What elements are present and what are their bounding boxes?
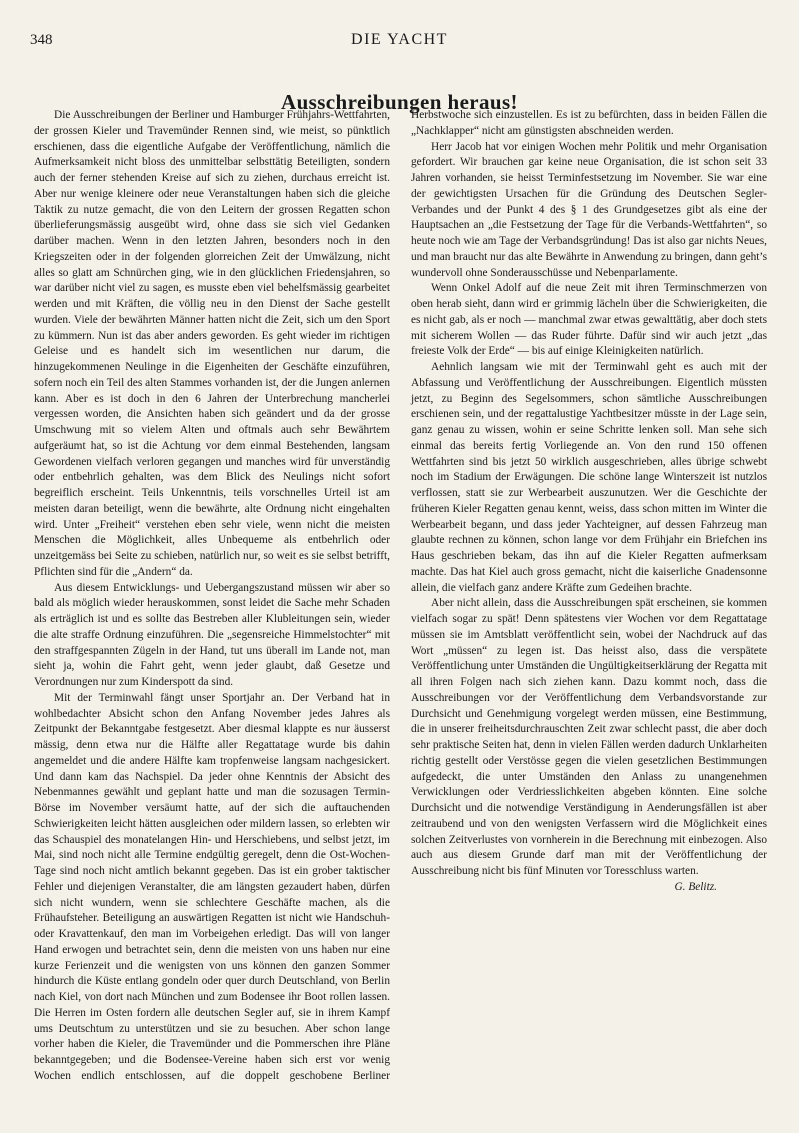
- article-paragraph: Mit der Terminwahl fängt unser Sportjahr an. Der Verband hat in wohlbedachter Absicht schon den Anfang November jedes Jahres als Zeitpunkt der Bekanntgabe festgesetzt. Aber diesmal klappte es nur äusserst mässig, denn etwa nur die Hälfte aller Regattatage wurde bis dahin angemeldet und die andere Hälfte kam tropfenweise langsam nachgesickert. Und dann kam das Nachspiel. Da jeder ohne Kenntnis der Absicht des Nebenmannes gewählt und geplant hatte und man die sozusagen Termin-Börse im November versäumt hatte, auf der sich die auftauchenden Schwierigkeiten leicht hätten ausgleichen oder mildern lassen, so erlebten wir das Schauspiel des monatelangen Hin- und Herschiebens, und selbst jetzt, im Mai, sind noch nicht alle Termine endgültig geregelt, denn die Ost-Wochen-Tage sind noch nicht amtlich bekannt gegeben. Das ist ein grober taktischer Fehler und diejenigen Veranstalter, die am längsten gezaudert haben, dürfen sich nicht wundern, wenn sie schlechtere Geschäfte machen, als die Frühaufsteher. Beteiligung an auswärtigen Regatten ist nicht wie Handschuh- oder Kravattenkauf, den man im Vorbeigehen erledigt. Das will von langer Hand erwogen und betrachtet sein, denn die meisten von uns haben nur eine kurze Ferienzeit und die wenigsten von uns können den ganzen Sommer hindurch die Küste entlang gondeln oder quer durch Deutschland, von Berlin nach Kiel, von dort nach München und zum Bodensee ihr Boot rollen lassen. Die Herren im Osten fordern alle deutschen Segler auf, sie in ihrem Kampf ums Deutschtum zu unterstützen und sie zu besuchen. Aber schon lange vorher haben die Kieler, die Travemünder und die Pommerschen ihre Pläne bekanntgegeben; und die Bodensee-Vereine haben sich erst vor wenig Wochen endlich entschlossen, auf die doppelt geschobene Berliner Herbstwoche sich einzustellen. Es ist zu befürchten, dass in beiden Fällen die „Nachklapper“ nicht am günstigsten abschneiden werden.: [34, 109, 767, 1082]
- article-paragraph: Die Ausschreibungen der Berliner und Hamburger Frühjahrs-Wettfahrten, der grossen Kieler und Travemünder Rennen sind, wie meist, so pünktlich erschienen, dass die eigentliche Aufgabe der Veröffentlichung, nämlich die Aufmerksamkeit nicht bloss des unmittelbar selbsttätig Beteiligten, sondern auch der ferner stehenden Kreise auf sich zu ziehen, durchaus erreicht ist. Aber nur wenige kleinere oder neue Veranstaltungen haben sich die gleiche Taktik zu nutze gemacht, die von den Leitern der grossen Regatten schon überlieferungsmässig ausgeübt wird, ohne dass sie sich viel Gedanken darüber machen. Wenn in den letzten Jahren, besonders noch in den Kriegszeiten oder in der folgenden glorreichen Zeit der Umwälzung, nicht alles so glatt am Schnürchen ging, wie in den glücklichen Friedensjahren, so war darüber nicht viel zu sagen, es musste eben viel behelfsmässig gearbeitet werden und mit Kräften, die völlig neu in den Dienst der Sache gestellt wurden. Viele der bewährten Männer hatten nicht die Zeit, sich um den Sport zu kümmern. Nun ist das aber anders geworden. Es geht wieder im richtigen Geleise und es handelt sich im wesentlichen nur darum, die hinzugekommenen Neulinge in die Eigenheiten der Geschäfte einzuführen, sofern noch ein Teil des alten Stammes vorhanden ist, der die Jungen anlernen kann. Aber es ist doch in den 6 Jahren der Unterbrechung mancherlei vergessen worden, die Ansichten haben sich geändert und da der grosse Umschwung mit so vielem Alten und oftmals auch sehr Bewährtem aufgeräumt hat, so ist die Achtung vor dem einmal Bestehenden, langsam Gewordenen vielfach verloren gegangen und manches wird für unverständig oder entbehrlich gehalten, was dem Blick des Neulings nicht sofort begreiflich erscheint. Teils Unkenntnis, teils vorschnelles Urteil ist am meisten daran beteiligt, wenn die bewährte, alte Ordnung nicht eingehalten wird. Unter „Freiheit“ verstehen eben sehr viele, wenn nicht die meisten Menschen die Möglichkeit, alles Unbequeme als entbehrlich oder unzeitgemäss bei Seite zu schieben, natürlich nur, so weit es sie selbst betrifft, Pflichten sind für die „Andern“ da.: [34, 109, 390, 578]
- article-title: Ausschreibungen heraus!: [281, 90, 518, 115]
- article-paragraph: Aber nicht allein, dass die Ausschreibungen spät erscheinen, sie kommen vielfach sogar zu spät! Denn spätestens vier Wochen vor dem Regattatage müssen sie im Amtsblatt veröffentlicht sein, wobei der Nachdruck auf das Wort „müssen“ zu legen ist. Das heisst also, dass die verspätete Veröffentlichung unter Umständen die Ungültigkeitserklärung der Regatta mit all ihren Folgen nach sich ziehen kann. Dazu kommt noch, dass die Ausschreibungen vor der Veröffentlichung dem Verbandsvorstande zur Durchsicht und Genehmigung vorgelegt werden müssen, eine Bestimmung, die in unserer freiheitsdurchrauschten Zeit zwar schlecht passt, die aber doch sehr praktische Seiten hat, denn in vielen Fällen werden dadurch Unklarheiten richtig gestellt oder Verstösse gegen die vielen gesetzlichen Bestimmungen aufgedeckt, die unter Umständen den Anlass zu unangenehmen Verwicklungen oder Verdriesslichkeiten abgeben könnten. Eine solche Durchsicht und die notwendige Verständigung in Aenderungsfällen ist aber zeitraubend und von den wenigsten Verfassern wird die Möglichkeit eines solchen Zeitverlustes von vornherein in die Berechnung mit einbezogen. Also auch aus diesem Grunde darf man mit der Veröffentlichung der Ausschreibung nicht bis fünf Minuten vor Toresschluss warten.: [411, 597, 767, 877]
- article-paragraph: Herr Jacob hat vor einigen Wochen mehr Politik und mehr Organisation gefordert. Wir brauchen gar keine neue Organisation, die ist schon seit 33 Jahren vorhanden, sie heisst Terminfestsetzung im November. Sie war eine der gewichtigsten Ursachen für die Gründung des Deutschen Segler-Verbandes und der Punkt 4 des § 1 des Grundgesetzes gibt als eine der Hauptsachen an „die Festsetzung der Tage für die Verbands-Wettfahrten“, so heute noch wie am Tage der Verbandsgründung! Das ist also gar nichts Neues, und man braucht nur das alte Bewährte in Anwendung zu bringen, dann geht’s wundervoll ohne Sonderausschüsse und Nebenparlamente.: [411, 140, 767, 279]
- article-paragraph: Aehnlich langsam wie mit der Terminwahl geht es auch mit der Abfassung und Veröffentlichung der Ausschreibungen. Eigentlich müssten jetzt, zu Beginn des Segelsommers, schon sämtliche Ausschreibungen erschienen sein, und der regattalustige Yachtbesitzer müsste in der Lage sein, ganz genau zu wissen, wohin er seine Schritte lenken soll. Man sehe sich einmal das bereits fertig Vorliegende an. Von den rund 150 offenen Wettfahrten sind bis jetzt 50 wirklich ausgeschrieben, alles übrige schwebt noch im Stadium der Erwägungen. Die schöne lange Winterszeit ist nutzlos verflossen, statt sie zur Werbearbeit auszunutzen. Wer die Geschichte der früheren Kieler Regatten genau kennt, weiss, dass schon mitten im Winter die Werbearbeit begann, und dass jeder Yachteigner, auf dessen Fahrzeug man glaubte rechnen zu können, schon lange vor dem Frühjahr ein Briefchen ins Haus geschrieben bekam, das ihn auf die Kieler Regatten aufmerksam machte. Das hat Kiel auch gross gemacht, nicht die kaiserliche Gnadensonne allein, die vielfach ganz andere Kräfte zum Gedeihen brachte.: [411, 361, 767, 594]
- running-head: DIE YACHT: [351, 31, 448, 48]
- page-number: 348: [30, 32, 53, 48]
- author-signature: G. Belitz.: [674, 880, 717, 893]
- article-paragraph: Aus diesem Entwicklungs- und Uebergangszustand müssen wir aber so bald als möglich wieder herauskommen, sonst leidet die Sache mehr Schaden als erträglich ist und es sollte das Bestreben aller Klubleitungen sein, wieder die alte straffe Ordnung einzuführen. Die „segensreiche Himmelstochter“ mit den straffgespannten Zügeln in der Hand, tut uns überall im Lande not, man sieht ja, wohin die Fahrt geht, wenn jeder glaubt, daß Gesetze und Verordnungen nur zum Kinderspott da sind.: [34, 581, 390, 688]
- article-body: [34, 108, 767, 1088]
- article-paragraph: Wenn Onkel Adolf auf die neue Zeit mit ihren Terminschmerzen von oben herab sieht, dann wird er grimmig lächeln über die Schwierigkeiten, die es nicht gab, als er noch — manchmal zwar etwas gewalttätig, aber doch stets mit sicherem Wollen — das Ruder führte. Dafür sind wir auch jetzt „das freieste Volk der Erde“ — bis auf einige Kleinigkeiten natürlich.: [411, 282, 767, 358]
